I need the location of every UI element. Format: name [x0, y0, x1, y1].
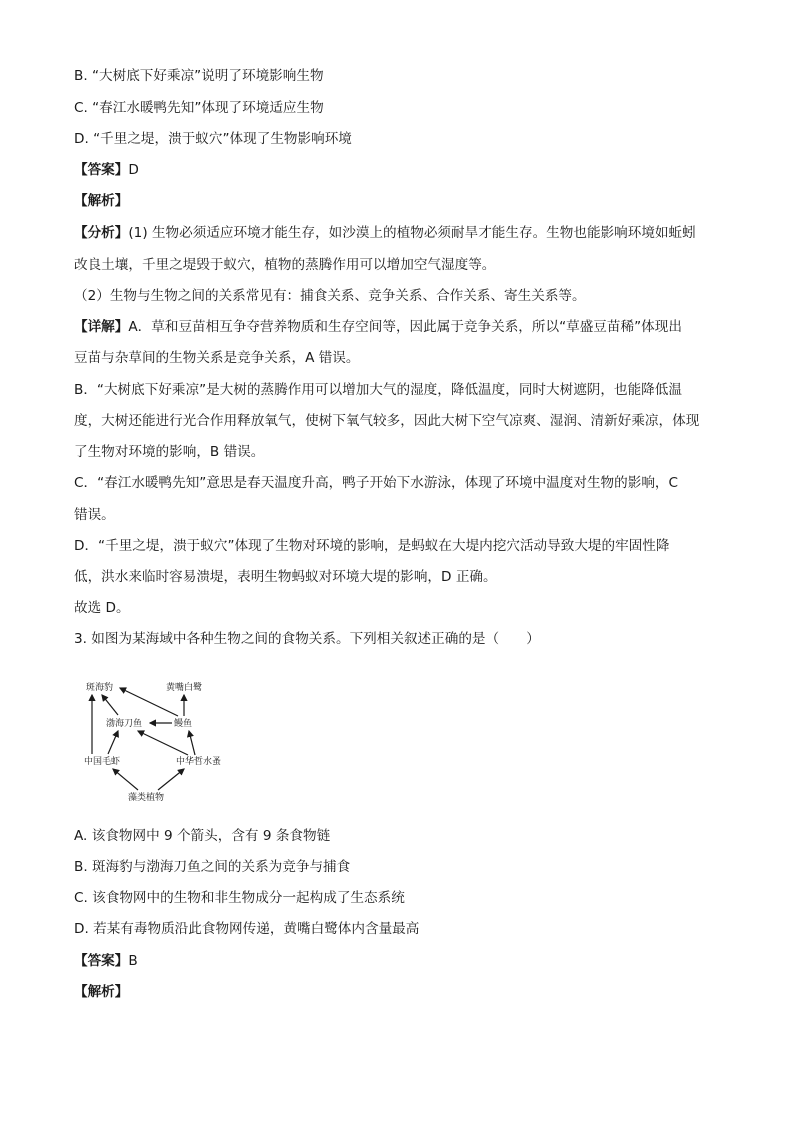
node-copepod: 中华哲水蚤 [176, 757, 222, 767]
q3-option-c: C. 该食物网中的生物和非生物成分一起构成了生态系统 [74, 890, 405, 906]
xiangjie-line-c1: C．“春江水暖鸭先知”意思是春天温度升高，鸭子开始下水游泳，体现了环境中温度对生物的影响，C [74, 475, 679, 491]
fenxi-text-1: (1) 生物必须适应环境才能生存，如沙漠上的植物必须耐旱才能生存。生物也能影响环境如蚯蚓 [128, 225, 696, 241]
q3-answer-value: B [128, 953, 138, 969]
q3-option-d: D. 若某有毒物质沿此食物网传递，黄嘴白鹭体内含量最高 [74, 921, 420, 937]
answer-label: 【答案】 [74, 162, 129, 178]
node-shrimp: 中国毛虾 [84, 757, 121, 767]
food-web-diagram [78, 676, 238, 806]
q3-option-b: B. 斑海豹与渤海刀鱼之间的关系为竞争与捕食 [74, 859, 351, 875]
node-eel: 鳗鱼 [174, 719, 193, 729]
q3-answer-line [74, 951, 138, 971]
fenxi-line-1 [74, 223, 696, 243]
arrow-algae-copepod [158, 769, 184, 790]
option-b: B. “大树底下好乘凉”说明了环境影响生物 [74, 68, 324, 84]
xiangjie-line-b1: B．“大树底下好乘凉”是大树的蒸腾作用可以增加大气的湿度，降低温度，同时大树遮阴，也能降低温 [74, 382, 682, 398]
fenxi-line-2: 改良土壤，千里之堤毁于蚁穴，植物的蒸腾作用可以增加空气湿度等。 [74, 257, 496, 273]
xiangjie-line-a2: 豆苗与杂草间的生物关系是竞争关系，A 错误。 [74, 350, 360, 366]
fenxi-line-3: （2）生物与生物之间的关系常见有：捕食关系、竞争关系、合作关系、寄生关系等。 [74, 288, 586, 304]
node-egret: 黄嘴白鹭 [166, 683, 203, 693]
xiangjie-line-c2: 错误。 [74, 507, 115, 523]
node-knife-fish: 渤海刀鱼 [106, 719, 143, 729]
arrow-copepod-knife [138, 731, 188, 755]
fenxi-label: 【分析】 [74, 225, 129, 241]
arrow-knife-seal [102, 695, 118, 715]
xiangjie-line-b2: 度，大树还能进行光合作用释放氧气，使树下氧气较多，因此大树下空气凉爽、湿润、清新好乘凉，体现 [74, 413, 700, 429]
xiangjie-line-a1 [74, 317, 682, 337]
q3-analysis-heading: 【解析】 [74, 984, 129, 1000]
q3-option-a: A. 该食物网中 9 个箭头，含有 9 条食物链 [74, 828, 331, 844]
option-c: C. “春江水暖鸭先知”体现了环境适应生物 [74, 100, 324, 116]
node-algae: 藻类植物 [128, 793, 165, 803]
arrow-algae-shrimp [113, 769, 138, 790]
answer-line [74, 160, 139, 180]
xiangjie-line-d2: 低，洪水来临时容易溃堤，表明生物蚂蚁对环境大堤的影响，D 正确。 [74, 569, 497, 585]
node-seal: 斑海豹 [86, 683, 114, 693]
xiangjie-line-b3: 了生物对环境的影响，B 错误。 [74, 444, 265, 460]
question-3-stem: 3. 如图为某海域中各种生物之间的食物关系。下列相关叙述正确的是（ ） [74, 631, 540, 647]
xiangjie-a-text-1: A．草和豆苗相互争夺营养物质和生存空间等，因此属于竞争关系，所以“草盛豆苗稀”体现出 [128, 319, 682, 335]
xiangjie-label: 【详解】 [74, 319, 129, 335]
arrow-shrimp-knife [108, 731, 118, 754]
xiangjie-line-d1: D．“千里之堤，溃于蚁穴”体现了生物对环境的影响，是蚂蚁在大堤内挖穴活动导致大堤的牢固性降 [74, 538, 670, 554]
option-d: D. “千里之堤，溃于蚁穴”体现了生物影响环境 [74, 131, 352, 147]
answer-value: D [128, 162, 139, 178]
conclusion-line: 故选 D。 [74, 600, 130, 616]
arrow-copepod-eel [189, 731, 195, 755]
q3-answer-label: 【答案】 [74, 953, 129, 969]
analysis-heading: 【解析】 [74, 193, 129, 209]
